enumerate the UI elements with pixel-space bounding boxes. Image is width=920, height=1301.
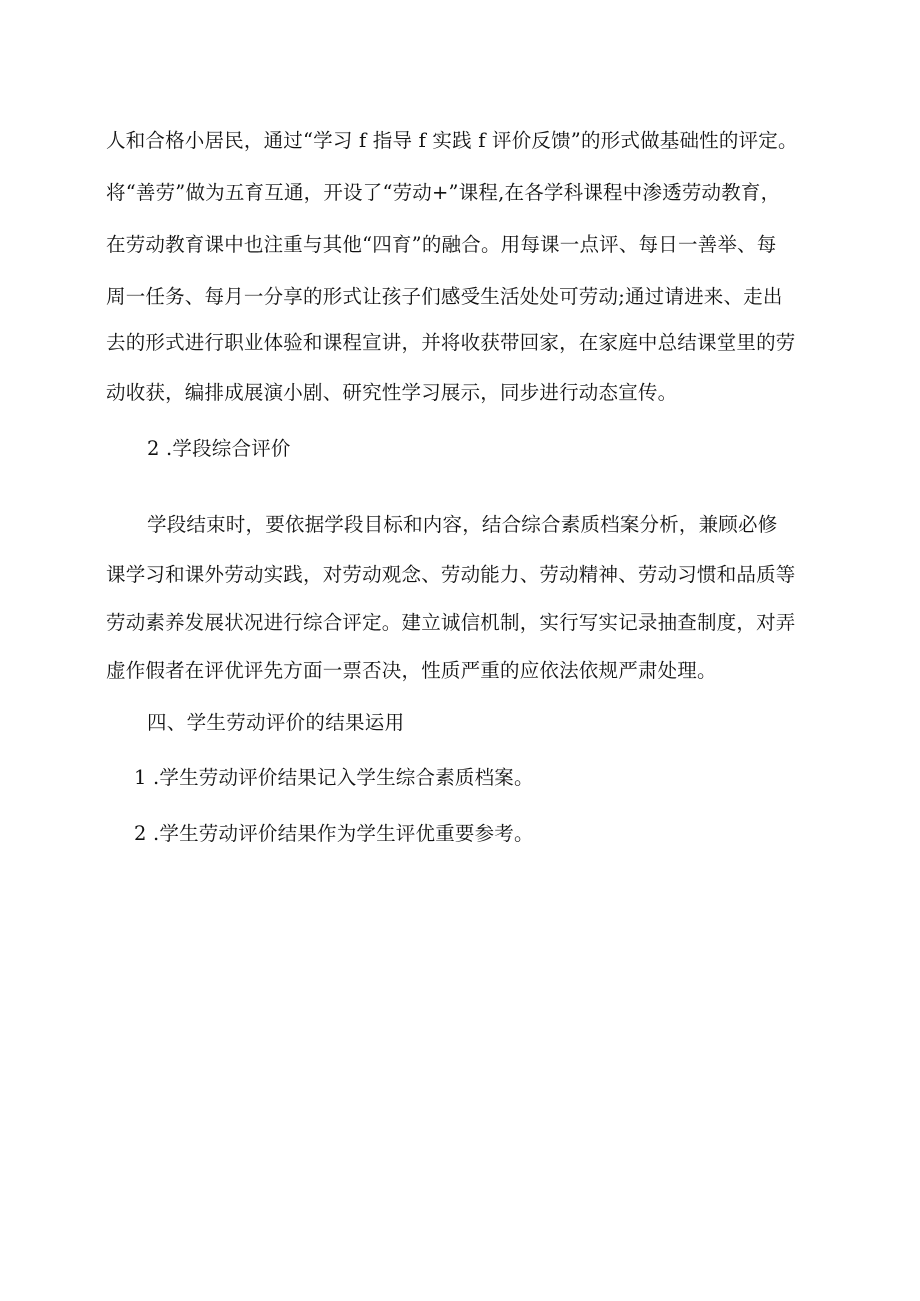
paragraph-line: 周一任务、每月一分享的形式让孩子们感受生活处处可劳动;通过请进来、走出: [106, 285, 783, 308]
paragraph-line: 在劳动教育课中也注重与其他“四育”的融合。用每课一点评、每日一善举、每: [106, 233, 777, 256]
subheading-2: 2 .学段综合评价: [147, 437, 291, 460]
paragraph-line: 学段结束时，要依据学段目标和内容，结合综合素质档案分析，兼顾必修: [147, 513, 778, 536]
paragraph-line: 课学习和课外劳动实践，对劳动观念、劳动能力、劳动精神、劳动习惯和品质等: [106, 563, 796, 586]
paragraph-line: 人和合格小居民，通过“学习 f 指导 f 实践 f 评价反馈”的形式做基础性的评定。: [106, 129, 798, 152]
paragraph-line: 将“善劳”做为五育互通，开设了“劳动+”课程,在各学科课程中渗透劳动教育，: [106, 181, 781, 204]
paragraph-line: 劳动素养发展状况进行综合评定。建立诚信机制，实行写实记录抽查制度，对弄: [106, 611, 796, 634]
section-4-item: 2 .学生劳动评价结果作为学生评优重要参考。: [134, 822, 534, 845]
section-4-heading: 四、学生劳动评价的结果运用: [147, 711, 405, 734]
paragraph-line: 去的形式进行职业体验和课程宣讲，并将收获带回家，在家庭中总结课堂里的劳: [106, 331, 796, 354]
section-4-item: 1 .学生劳动评价结果记入学生综合素质档案。: [134, 766, 534, 789]
paragraph-line: 虚作假者在评优评先方面一票否决，性质严重的应依法依规严肃处理。: [106, 659, 717, 682]
paragraph-line: 动收获，编排成展演小剧、研究性学习展示，同步进行动态宣传。: [106, 381, 678, 404]
